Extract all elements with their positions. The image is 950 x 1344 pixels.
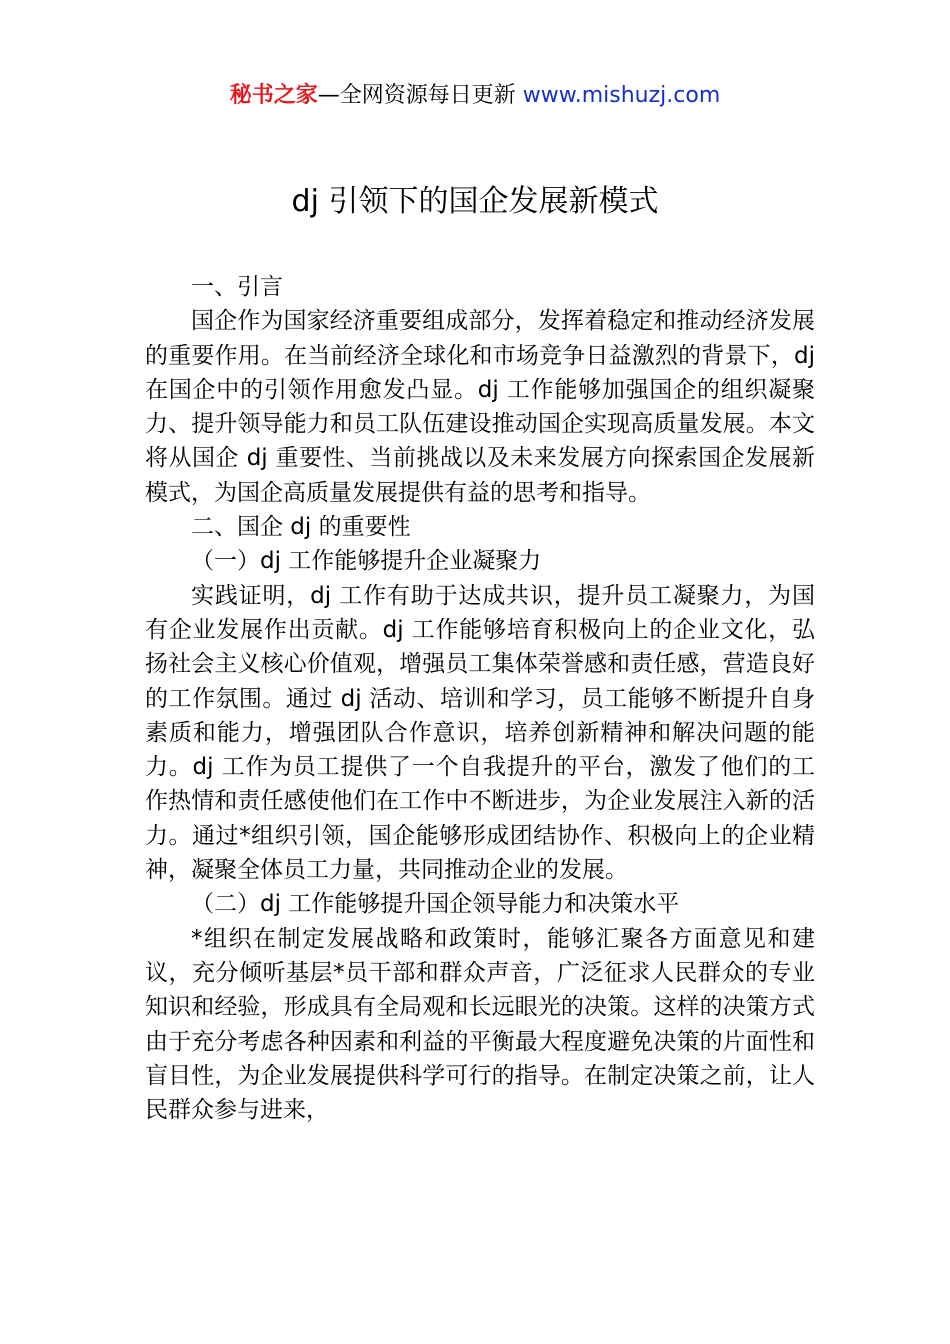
subsection-heading-cohesion: （一）dj 工作能够提升企业凝聚力 (191, 548, 542, 575)
site-header (0, 80, 950, 112)
site-brand: 秘书之家 (229, 83, 318, 108)
paragraph-introduction: 国企作为国家经济重要组成部分，发挥着稳定和推动经济发展的重要作用。在当前经济全球化和市场竞争日益激烈的背景下，dj 在国企中的引领作用愈发凸显。dj 工作能够加强国企的组织凝聚力、提升领导能力和员工队伍建设推动国企实现高质量发展。本文将从国企 dj 重要性、当前挑战以及未来发展方向探索国企发展新模式，为国企高质量发展提供有益的思考和指导。 (145, 308, 815, 506)
site-url-link[interactable]: www.mishuzj.com (522, 83, 721, 108)
paragraph-leadership: *组织在制定发展战略和政策时，能够汇聚各方面意见和建议，充分倾听基层*员干部和群众声音，广泛征求人民群众的专业知识和经验，形成具有全局观和长远眼光的决策。这样的决策方式由于充分考虑各种因素和利益的平衡最大程度避免决策的片面性和盲目性，为企业发展提供科学可行的指导。在制定决策之前，让人民群众参与进来， (145, 925, 815, 1124)
paragraph-cohesion: 实践证明，dj 工作有助于达成共识，提升员工凝聚力，为国有企业发展作出贡献。dj 工作能够培育积极向上的企业文化，弘扬社会主义核心价值观，增强员工集体荣誉感和责任感，营造良好的工作氛围。通过 dj 活动、培训和学习，员工能够不断提升自身素质和能力，增强团队合作意识，培养创新精神和解决问题的能力。dj 工作为员工提供了一个自我提升的平台，激发了他们的工作热情和责任感使他们在工作中不断进步，为企业发展注入新的活力。通过*组织引领，国企能够形成团结协作、积极向上的企业精神，凝聚全体员工力量，共同推动企业的发展。 (145, 582, 815, 884)
document-body (145, 270, 815, 1127)
section-heading-importance: 二、国企 dj 的重要性 (191, 514, 411, 541)
site-tagline: —全网资源每日更新 (317, 83, 523, 108)
subsection-heading-leadership: （二）dj 工作能够提升国企领导能力和决策水平 (191, 891, 680, 918)
document-title: dj 引领下的国企发展新模式 (291, 184, 659, 219)
section-heading-introduction: 一、引言 (191, 274, 283, 300)
